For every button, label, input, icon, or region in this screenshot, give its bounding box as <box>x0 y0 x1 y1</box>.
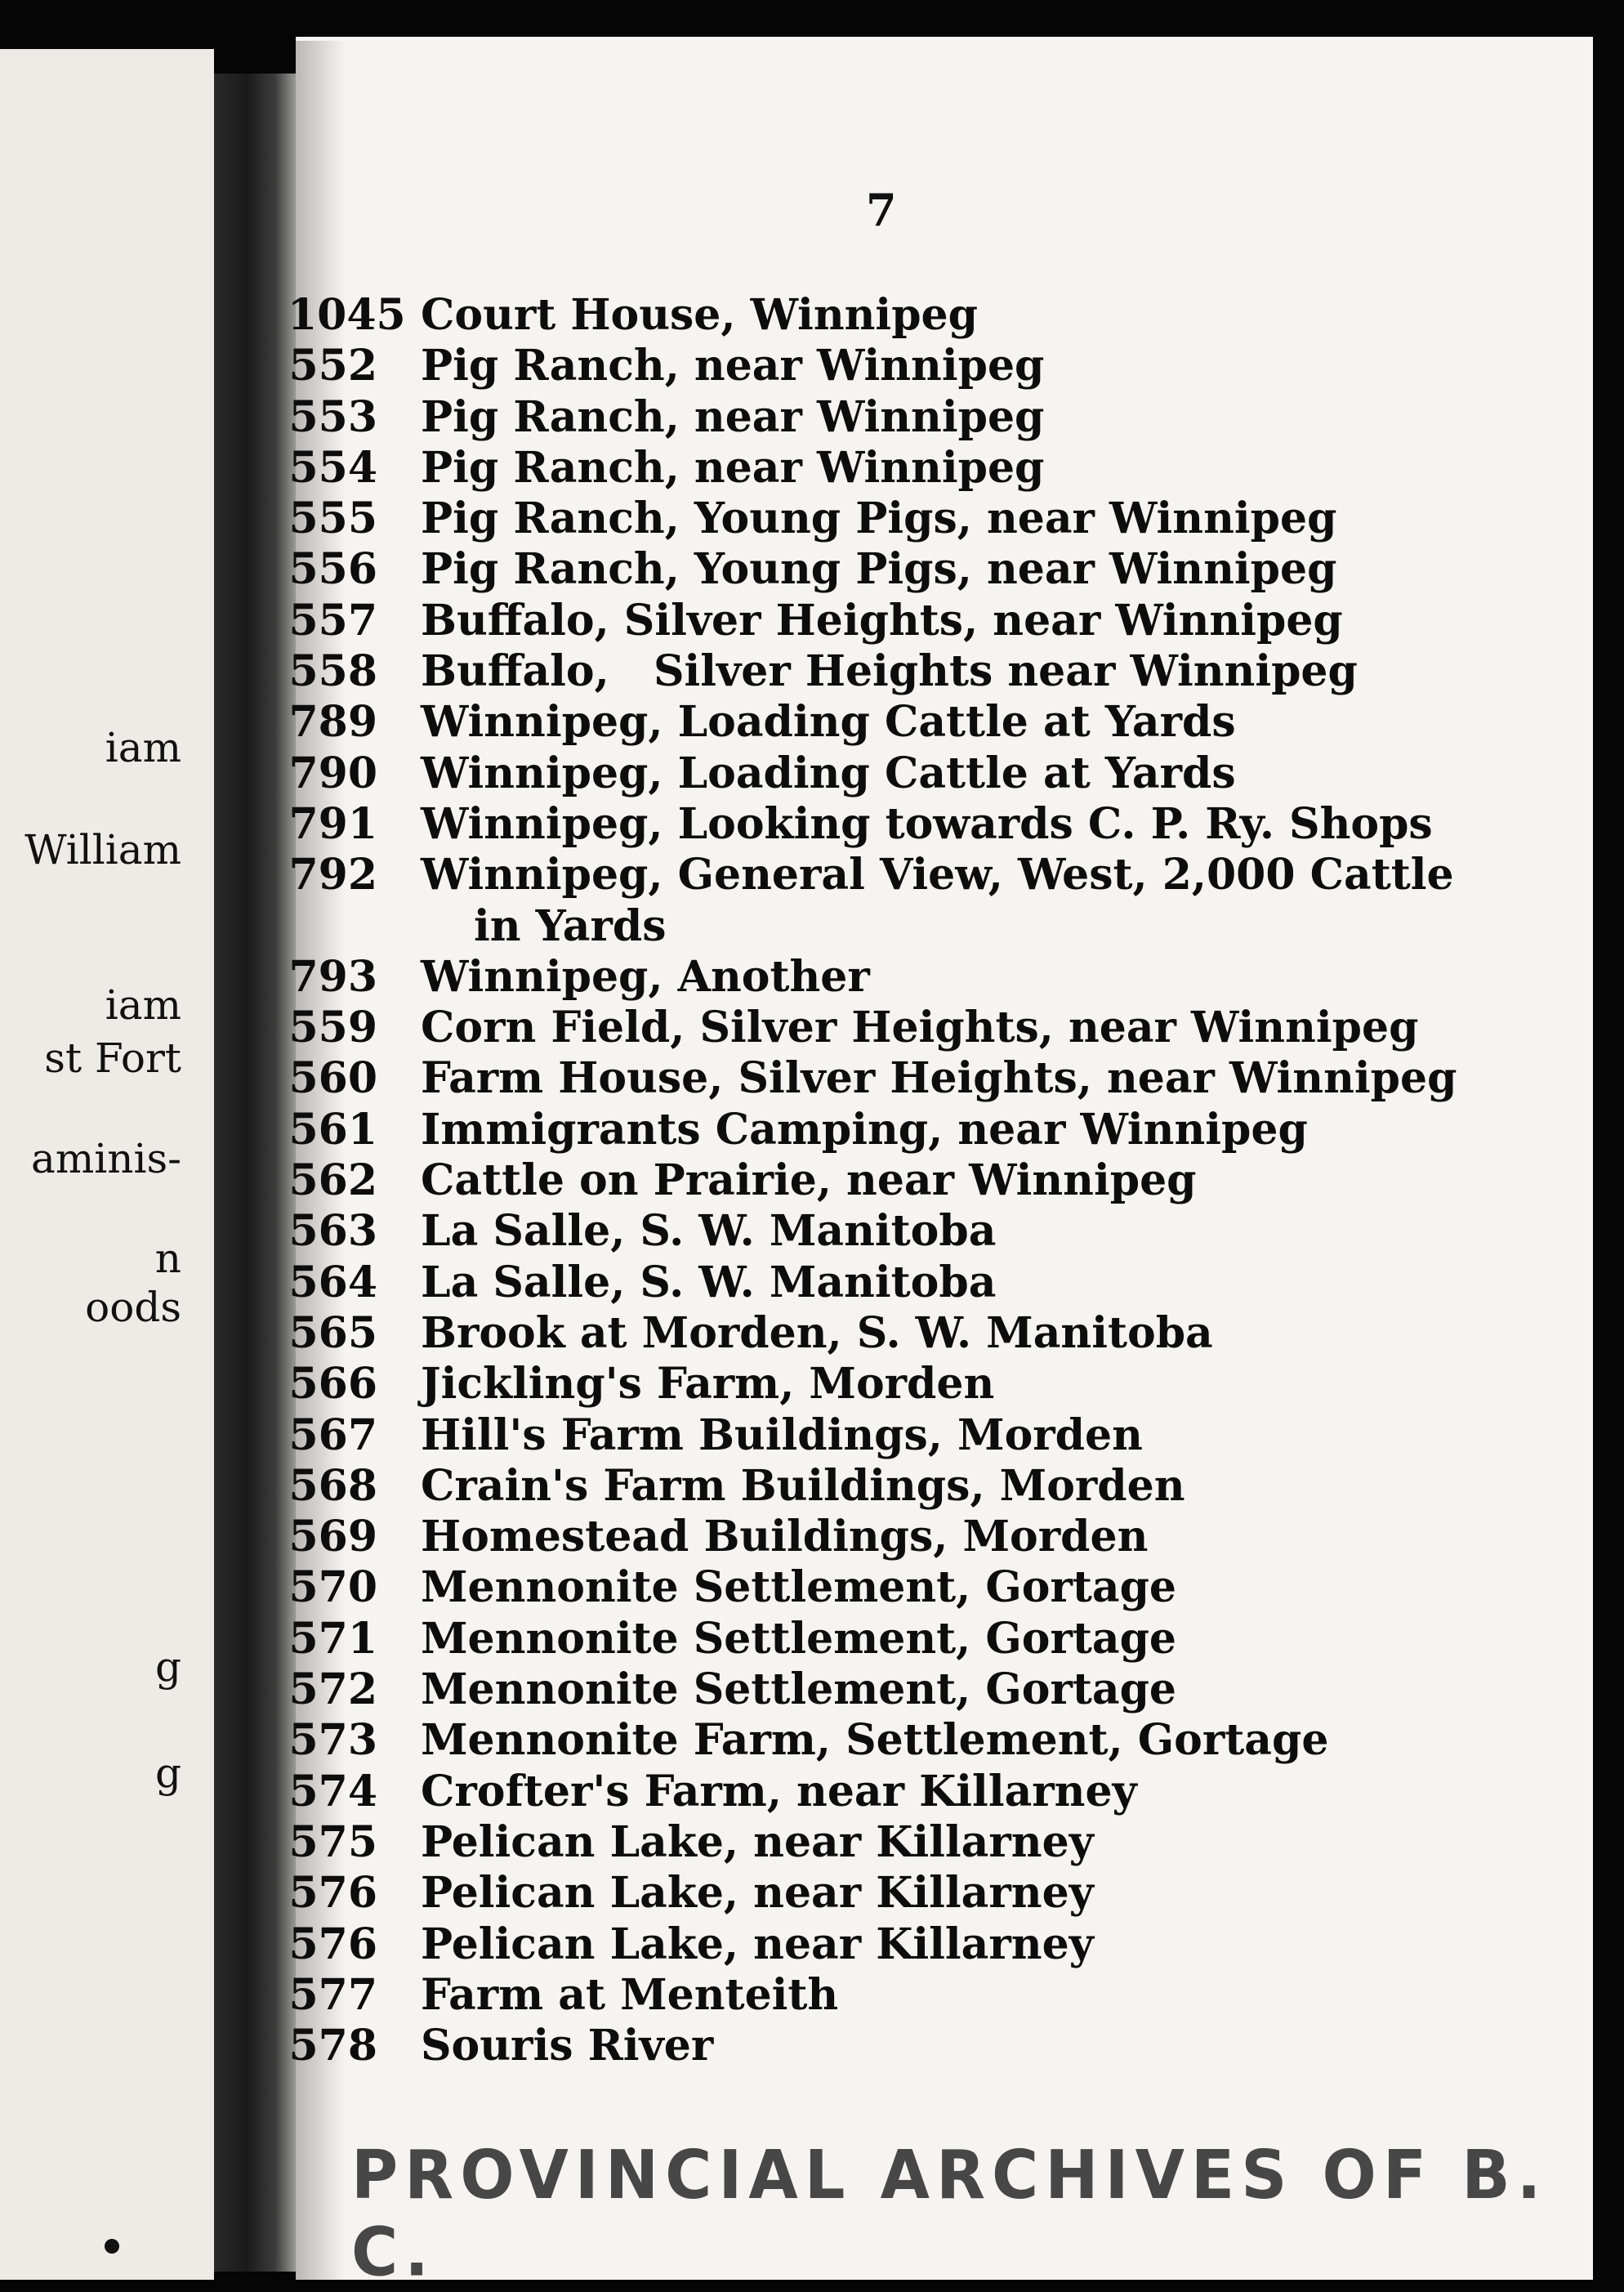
entry-title: Farm at Menteith <box>421 1970 839 2020</box>
catalog-entry <box>0 646 1454 697</box>
page-number: 7 <box>866 184 897 236</box>
entry-number: 559 <box>288 1003 377 1052</box>
catalog-entry <box>0 1359 1454 1410</box>
entry-number: 790 <box>288 748 377 798</box>
catalog-entry <box>0 341 1454 391</box>
entry-title: Pig Ranch, near Winnipeg <box>421 443 1045 493</box>
entry-number: 553 <box>288 392 377 442</box>
entry-number: 561 <box>288 1105 377 1155</box>
entry-number: 793 <box>288 952 377 1002</box>
entry-title: Mennonite Settlement, Gortage <box>421 1614 1177 1664</box>
entry-number: 552 <box>288 341 377 391</box>
catalog-entry <box>0 1003 1454 1053</box>
entry-title: Winnipeg, Loading Cattle at Yards <box>421 697 1236 747</box>
catalog-entry <box>0 1206 1454 1257</box>
catalog-entry <box>0 2021 1454 2071</box>
entry-title: Pig Ranch, near Winnipeg <box>421 341 1045 391</box>
entry-number: 576 <box>288 1919 377 1969</box>
entry-title: Pig Ranch, near Winnipeg <box>421 392 1045 442</box>
left-page-fragment: n <box>154 1235 181 1282</box>
entry-number: 576 <box>288 1868 377 1918</box>
catalog-entry <box>0 1562 1454 1613</box>
entry-title: La Salle, S. W. Manitoba <box>421 1258 997 1307</box>
entry-title: Mennonite Farm, Settlement, Gortage <box>421 1715 1329 1765</box>
entry-title: Hill's Farm Buildings, Morden <box>421 1410 1143 1460</box>
entry-number: 568 <box>288 1461 377 1511</box>
entry-title: Immigrants Camping, near Winnipeg <box>421 1105 1308 1155</box>
entry-title: Pig Ranch, Young Pigs, near Winnipeg <box>421 494 1337 543</box>
catalog-entry <box>0 392 1454 443</box>
catalog-entry <box>0 544 1454 595</box>
entry-number: 558 <box>288 646 377 696</box>
entry-number: 566 <box>288 1359 377 1409</box>
entry-title: La Salle, S. W. Manitoba <box>421 1206 997 1256</box>
catalog-entry <box>0 1461 1454 1512</box>
entry-title: Cattle on Prairie, near Winnipeg <box>421 1155 1197 1205</box>
entry-number: 575 <box>288 1817 377 1867</box>
entry-number: 571 <box>288 1614 377 1664</box>
entry-title: Pig Ranch, Young Pigs, near Winnipeg <box>421 544 1337 594</box>
catalog-entry <box>0 1614 1454 1664</box>
archive-stamp: PROVINCIAL ARCHIVES OF B. C. <box>351 2137 1548 2292</box>
catalog-entry <box>0 1512 1454 1562</box>
left-page-fragment: William <box>25 826 181 873</box>
entry-number: 569 <box>288 1512 377 1562</box>
catalog-entry <box>0 1970 1454 2021</box>
entry-number: 572 <box>288 1664 377 1714</box>
entry-number: 554 <box>288 443 377 493</box>
catalog-entry <box>0 290 1454 341</box>
entry-title: Buffalo, Silver Heights near Winnipeg <box>421 646 1358 696</box>
entry-title: Jickling's Farm, Morden <box>421 1359 995 1409</box>
catalog-entry <box>0 1410 1454 1461</box>
entry-title: Crofter's Farm, near Killarney <box>421 1767 1137 1816</box>
catalog-entry <box>0 748 1454 799</box>
catalog-entry <box>0 1715 1454 1766</box>
entry-number: 573 <box>288 1715 377 1765</box>
entry-number: 562 <box>288 1155 377 1205</box>
catalog-entry <box>0 1258 1454 1308</box>
entry-number: 789 <box>288 697 377 747</box>
catalog-entry <box>0 697 1454 748</box>
left-page-fragment: g <box>154 1749 181 1797</box>
ink-speck <box>105 2239 119 2254</box>
entry-number: 567 <box>288 1410 377 1460</box>
entry-number: 555 <box>288 494 377 543</box>
entry-number: 570 <box>288 1562 377 1612</box>
entry-number: 792 <box>288 850 377 900</box>
left-page-fragment: iam <box>105 981 181 1029</box>
entry-title: Mennonite Settlement, Gortage <box>421 1562 1177 1612</box>
catalog-entry <box>0 596 1454 646</box>
entry-number: 557 <box>288 596 377 646</box>
entry-title: Winnipeg, Loading Cattle at Yards <box>421 748 1236 798</box>
catalog-entry-continuation <box>0 901 1454 952</box>
left-page-fragment: aminis- <box>31 1135 181 1182</box>
entry-title-continuation: in Yards <box>474 901 667 951</box>
entry-title: Crain's Farm Buildings, Morden <box>421 1461 1185 1511</box>
entry-number: 791 <box>288 799 377 849</box>
entry-number: 560 <box>288 1053 377 1103</box>
catalog-entry <box>0 1308 1454 1359</box>
entry-number: 1045 <box>288 290 406 340</box>
entry-title: Court House, Winnipeg <box>421 290 978 340</box>
left-page-fragment: oods <box>85 1284 181 1331</box>
entry-number: 578 <box>288 2021 377 2071</box>
catalog-entry <box>0 1053 1457 1104</box>
entry-number: 577 <box>288 1970 377 2020</box>
entry-title: Homestead Buildings, Morden <box>421 1512 1149 1562</box>
catalog-entry <box>0 850 1454 900</box>
catalog-entry <box>0 799 1454 850</box>
catalog-entry <box>0 1919 1454 1970</box>
entry-number: 574 <box>288 1767 377 1816</box>
catalog-entry <box>0 952 1454 1003</box>
catalog-entry <box>0 1155 1454 1206</box>
entry-title: Winnipeg, Another <box>421 952 870 1002</box>
entry-title: Winnipeg, Looking towards C. P. Ry. Shops <box>421 799 1433 849</box>
entry-title: Souris River <box>421 2021 714 2071</box>
catalog-entry <box>0 1767 1454 1817</box>
entry-title: Pelican Lake, near Killarney <box>421 1817 1094 1867</box>
left-page-fragment: st Fort <box>44 1034 181 1082</box>
catalog-entry <box>0 1105 1454 1155</box>
entry-title: Corn Field, Silver Heights, near Winnipeg <box>421 1003 1419 1052</box>
entry-title: Pelican Lake, near Killarney <box>421 1868 1094 1918</box>
entry-number: 563 <box>288 1206 377 1256</box>
entry-number: 564 <box>288 1258 377 1307</box>
catalog-entry <box>0 443 1454 494</box>
entry-title: Buffalo, Silver Heights, near Winnipeg <box>421 596 1343 646</box>
catalog-entry <box>0 494 1454 544</box>
left-page-fragment: g <box>154 1643 181 1691</box>
entry-title: Mennonite Settlement, Gortage <box>421 1664 1177 1714</box>
entry-title: Brook at Morden, S. W. Manitoba <box>421 1308 1213 1358</box>
entry-number: 565 <box>288 1308 377 1358</box>
entry-title: Winnipeg, General View, West, 2,000 Cattle <box>421 850 1454 900</box>
catalog-entry <box>0 1664 1454 1715</box>
entry-title: Pelican Lake, near Killarney <box>421 1919 1094 1969</box>
entry-number: 556 <box>288 544 377 594</box>
left-page-fragment: iam <box>105 724 181 771</box>
entry-title: Farm House, Silver Heights, near Winnipeg <box>421 1053 1457 1103</box>
catalog-entry <box>0 1868 1454 1919</box>
catalog-entry <box>0 1817 1454 1868</box>
